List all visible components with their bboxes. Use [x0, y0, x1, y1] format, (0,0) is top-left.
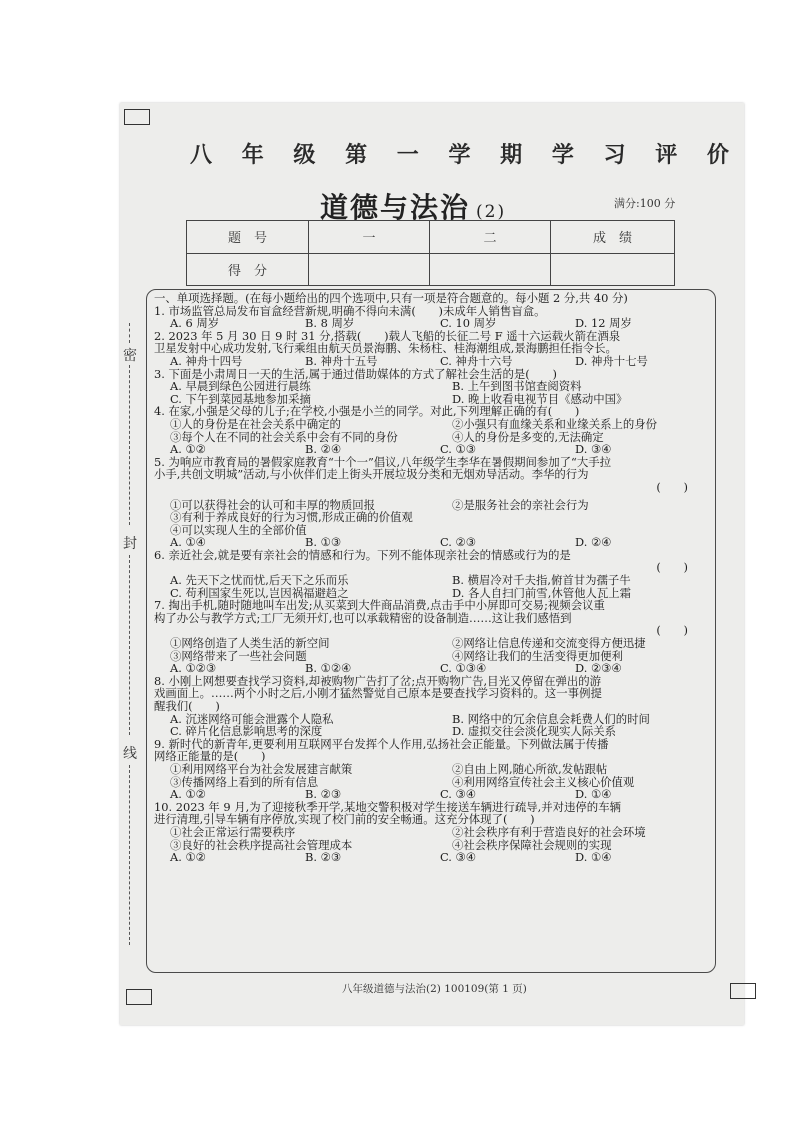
option: B. 神舟十五号 — [305, 354, 378, 368]
score-table — [186, 220, 675, 286]
question-1-options — [154, 317, 714, 330]
binding-line — [129, 323, 130, 343]
score-cell-part-1[interactable] — [309, 253, 430, 286]
statement: ④利用网络宣传社会主义核心价值观 — [452, 775, 635, 789]
option: B. ①②④ — [305, 662, 352, 675]
option: B. ①③ — [305, 536, 342, 549]
option: A. ①②③ — [170, 662, 217, 675]
option: B. ②③ — [305, 851, 342, 864]
statement: ④网络让我们的生活变得更加便利 — [452, 649, 623, 663]
question-7-stem: 7. 掏出手机,随时随地叫车出发;从买菜到大件商品消费,点击手中小屏即可交易;视频会议重 — [154, 599, 605, 612]
question-5-answer-line — [154, 481, 714, 494]
question-9-statements — [154, 763, 714, 776]
question-8-options — [154, 713, 714, 726]
question-5-stem: 小手,共创文明城”活动,与小伙伴们走上街头开展垃圾分类和无烟劝导活动。李华的行为 — [154, 468, 589, 481]
binding-label-line: 线 — [123, 746, 137, 762]
statement: ①社会正常运行需要秩序 — [170, 825, 296, 839]
statement: ④可以实现人生的全部价值 — [170, 523, 307, 537]
option: A. 先天下之忧而忧,后天下之乐而乐 — [170, 574, 349, 587]
title-char: 年 — [241, 141, 265, 168]
question-6-options — [154, 574, 714, 587]
question-6-options — [154, 587, 714, 600]
section-heading: 一、单项选择题。(在每小题给出的四个选项中,只有一项是符合题意的。每小题 2 分,共 40 分) — [154, 292, 628, 305]
question-5-options — [154, 536, 714, 549]
title-char: 价 — [706, 141, 730, 168]
statement: ③网络带来了一些社会问题 — [170, 649, 307, 663]
table-header-part-1: 一 — [309, 221, 430, 254]
title-char: 学 — [551, 141, 575, 168]
option: A. ①② — [170, 443, 206, 456]
question-2-stem: 2. 2023 年 5 月 30 日 9 时 31 分,搭载( )载人飞船的长征二号 F 遥十六运载火箭在酒泉 — [154, 329, 621, 343]
binding-line — [129, 555, 130, 735]
statement: ②小强只有血缘关系和业缘关系上的身份 — [452, 417, 658, 431]
option: C. 苟利国家生死以,岂因祸福避趋之 — [170, 586, 349, 600]
statement: ②社会秩序有利于营造良好的社会环境 — [452, 825, 646, 839]
table-header-question-number: 题 号 — [187, 221, 309, 254]
option: D. ①④ — [575, 851, 612, 864]
question-6-stem: 6. 亲近社会,就是要有亲社会的情感和行为。下列不能体现亲社会的情感或行为的是 — [154, 548, 571, 562]
title-char: 期 — [500, 141, 524, 168]
option: A. 沉迷网络可能会泄露个人隐私 — [170, 712, 334, 726]
exam-paper — [120, 103, 744, 1025]
full-score: 满分:100 分 — [614, 197, 676, 210]
option: A. ①④ — [170, 536, 206, 549]
question-7-answer-line — [154, 624, 714, 637]
question-8-stem: 醒我们( ) — [154, 700, 220, 713]
question-10-options — [154, 851, 714, 864]
statement: ①利用网络平台为社会发展建言献策 — [170, 762, 353, 776]
table-header-part-2: 二 — [430, 221, 551, 254]
question-8-options — [154, 725, 714, 738]
option: D. 晚上收看电视节目《感动中国》 — [452, 392, 628, 406]
statement: ④社会秩序保障社会规则的实现 — [452, 838, 612, 852]
option: B. ②④ — [305, 443, 342, 456]
question-7-options — [154, 662, 714, 675]
question-9-stem: 9. 新时代的新青年,更要利用互联网平台发挥个人作用,弘扬社会正能量。下列做法属于传播 — [154, 737, 609, 751]
question-4-stem: 4. 在家,小强是父母的儿子;在学校,小强是小兰的同学。对此,下列理解正确的有( ) — [154, 405, 580, 418]
question-content — [154, 292, 714, 864]
option: C. ③④ — [440, 788, 476, 801]
corner-mark-top-left — [124, 109, 150, 125]
binding-label-seal: 密 — [123, 348, 137, 364]
question-9-statements — [154, 776, 714, 789]
table-row-label-score: 得 分 — [187, 253, 309, 286]
question-10-stem: 10. 2023 年 9 月,为了迎接秋季开学,某地交警积极对学生接送车辆进行疏导,并对违停的车辆 — [154, 800, 621, 814]
question-10-stem: 进行清理,引导车辆有序停放,实现了校门前的安全畅通。这充分体现了( ) — [154, 813, 535, 826]
option: C. 10 周岁 — [440, 317, 497, 330]
statement: ③良好的社会秩序提高社会管理成本 — [170, 838, 353, 852]
question-3-options — [154, 380, 714, 393]
exam-title — [190, 131, 730, 175]
statement: ④人的身份是多变的,无法确定 — [452, 430, 604, 444]
statement: ③传播网络上看到的所有信息 — [170, 775, 319, 789]
statement: ②网络让信息传递和交流变得方便迅捷 — [452, 637, 646, 650]
question-6-answer-line — [154, 561, 714, 574]
answer-parentheses[interactable]: ( ) — [656, 624, 688, 638]
option: D. 各人自扫门前雪,休管他人瓦上霜 — [452, 586, 632, 600]
question-7-statements — [154, 650, 714, 663]
question-3-options — [154, 393, 714, 406]
question-9-options — [154, 788, 714, 801]
corner-mark-bottom-left — [126, 989, 152, 1005]
option: D. 虚拟交往会淡化现实人际关系 — [452, 725, 617, 738]
option: B. 8 周岁 — [305, 317, 355, 330]
question-8-stem: 8. 小刚上网想要查找学习资料,却被购物广告打了岔;点开购物广告,目光又停留在弹出的游 — [154, 674, 602, 688]
title-char: 八 — [190, 141, 214, 168]
option: C. ①③ — [440, 443, 476, 456]
question-7-stem: 构了办公与教学方式;工厂无须开灯,也可以承载精密的设备制造……这让我们感悟到 — [154, 611, 572, 625]
statement: ①人的身份是在社会关系中确定的 — [170, 417, 341, 431]
title-char: 一 — [396, 141, 420, 168]
question-4-statements — [154, 418, 714, 431]
title-char: 评 — [655, 141, 679, 168]
subject-name: 道德与法治 — [320, 191, 471, 224]
option: C. 下午到菜园基地参加采摘 — [170, 392, 311, 406]
score-cell-total[interactable] — [551, 253, 675, 286]
option: D. ③④ — [575, 443, 612, 456]
option: A. ①② — [170, 851, 206, 864]
score-cell-part-2[interactable] — [430, 253, 551, 286]
question-4-options — [154, 443, 714, 456]
title-char: 习 — [603, 141, 627, 168]
option: D. 12 周岁 — [575, 317, 632, 330]
option: D. 神舟十七号 — [575, 354, 648, 368]
question-5-stem: 5. 为响应市教育局的暑假家庭教育“十个一”倡议,八年级学生李华在暑假期间参加了“大手拉 — [154, 455, 612, 469]
option: C. ②③ — [440, 536, 476, 549]
option: C. ③④ — [440, 851, 476, 864]
binding-line — [129, 365, 130, 525]
question-7-statements — [154, 637, 714, 650]
option: C. ①③④ — [440, 662, 487, 675]
binding-label-close: 封 — [123, 536, 137, 552]
statement: ②是服务社会的亲社会行为 — [452, 498, 589, 512]
question-1-stem: 1. 市场监管总局发布盲盒经营新规,明确不得向未满( )未成年人销售盲盒。 — [154, 304, 546, 318]
option: B. ②③ — [305, 788, 342, 801]
option: A. 早晨到绿色公园进行晨练 — [170, 380, 311, 393]
answer-parentheses[interactable]: ( ) — [656, 480, 688, 494]
question-3-stem: 3. 下面是小肃周日一天的生活,属于通过借助媒体的方式了解社会生活的是( ) — [154, 367, 557, 381]
subject-number: (2) — [476, 202, 507, 222]
answer-parentheses[interactable]: ( ) — [656, 561, 688, 575]
option: A. 6 周岁 — [170, 317, 220, 330]
question-8-stem: 戏画面上。……两个小时之后,小刚才猛然警觉自己原本是要查找学习资料的。这一事例提 — [154, 687, 602, 700]
question-10-statements — [154, 826, 714, 839]
option: D. ②④ — [575, 536, 612, 549]
question-2-options — [154, 355, 714, 368]
statement: ①网络创造了人类生活的新空间 — [170, 637, 330, 650]
option: D. ②③④ — [575, 662, 622, 675]
option: A. ①② — [170, 788, 206, 801]
title-char: 学 — [448, 141, 472, 168]
statement: ③每个人在不同的社会关系中会有不同的身份 — [170, 430, 398, 444]
statement: ③有利于养成良好的行为习惯,形成正确的价值观 — [170, 511, 413, 524]
question-2-stem: 卫星发射中心成功发射,飞行乘组由航天员景海鹏、朱杨柱、桂海潮组成,景海鹏担任指令长。 — [154, 342, 617, 355]
question-9-stem: 网络正能量的是( ) — [154, 750, 266, 763]
binding-line — [129, 765, 130, 945]
page-footer: 八年级道德与法治(2) 100109(第 1 页) — [342, 983, 527, 995]
option: B. 横眉冷对千夫指,俯首甘为孺子牛 — [452, 574, 631, 587]
statement: ②自由上网,随心所欲,发帖跟帖 — [452, 762, 608, 776]
option: A. 神舟十四号 — [170, 354, 243, 368]
question-5-statements — [154, 499, 714, 512]
option: B. 网络中的冗余信息会耗费人们的时间 — [452, 712, 650, 726]
option: C. 神舟十六号 — [440, 354, 513, 368]
corner-mark-bottom-right — [730, 983, 756, 999]
question-10-statements — [154, 839, 714, 852]
option: B. 上午到图书馆查阅资料 — [452, 380, 582, 393]
option: C. 碎片化信息影响思考的深度 — [170, 725, 323, 738]
question-4-statements — [154, 431, 714, 444]
title-char: 级 — [293, 141, 317, 168]
statement: ①可以获得社会的认可和丰厚的物质回报 — [170, 498, 376, 512]
option: D. ①④ — [575, 788, 612, 801]
table-header-total: 成 绩 — [551, 221, 675, 254]
title-char: 第 — [345, 141, 369, 168]
